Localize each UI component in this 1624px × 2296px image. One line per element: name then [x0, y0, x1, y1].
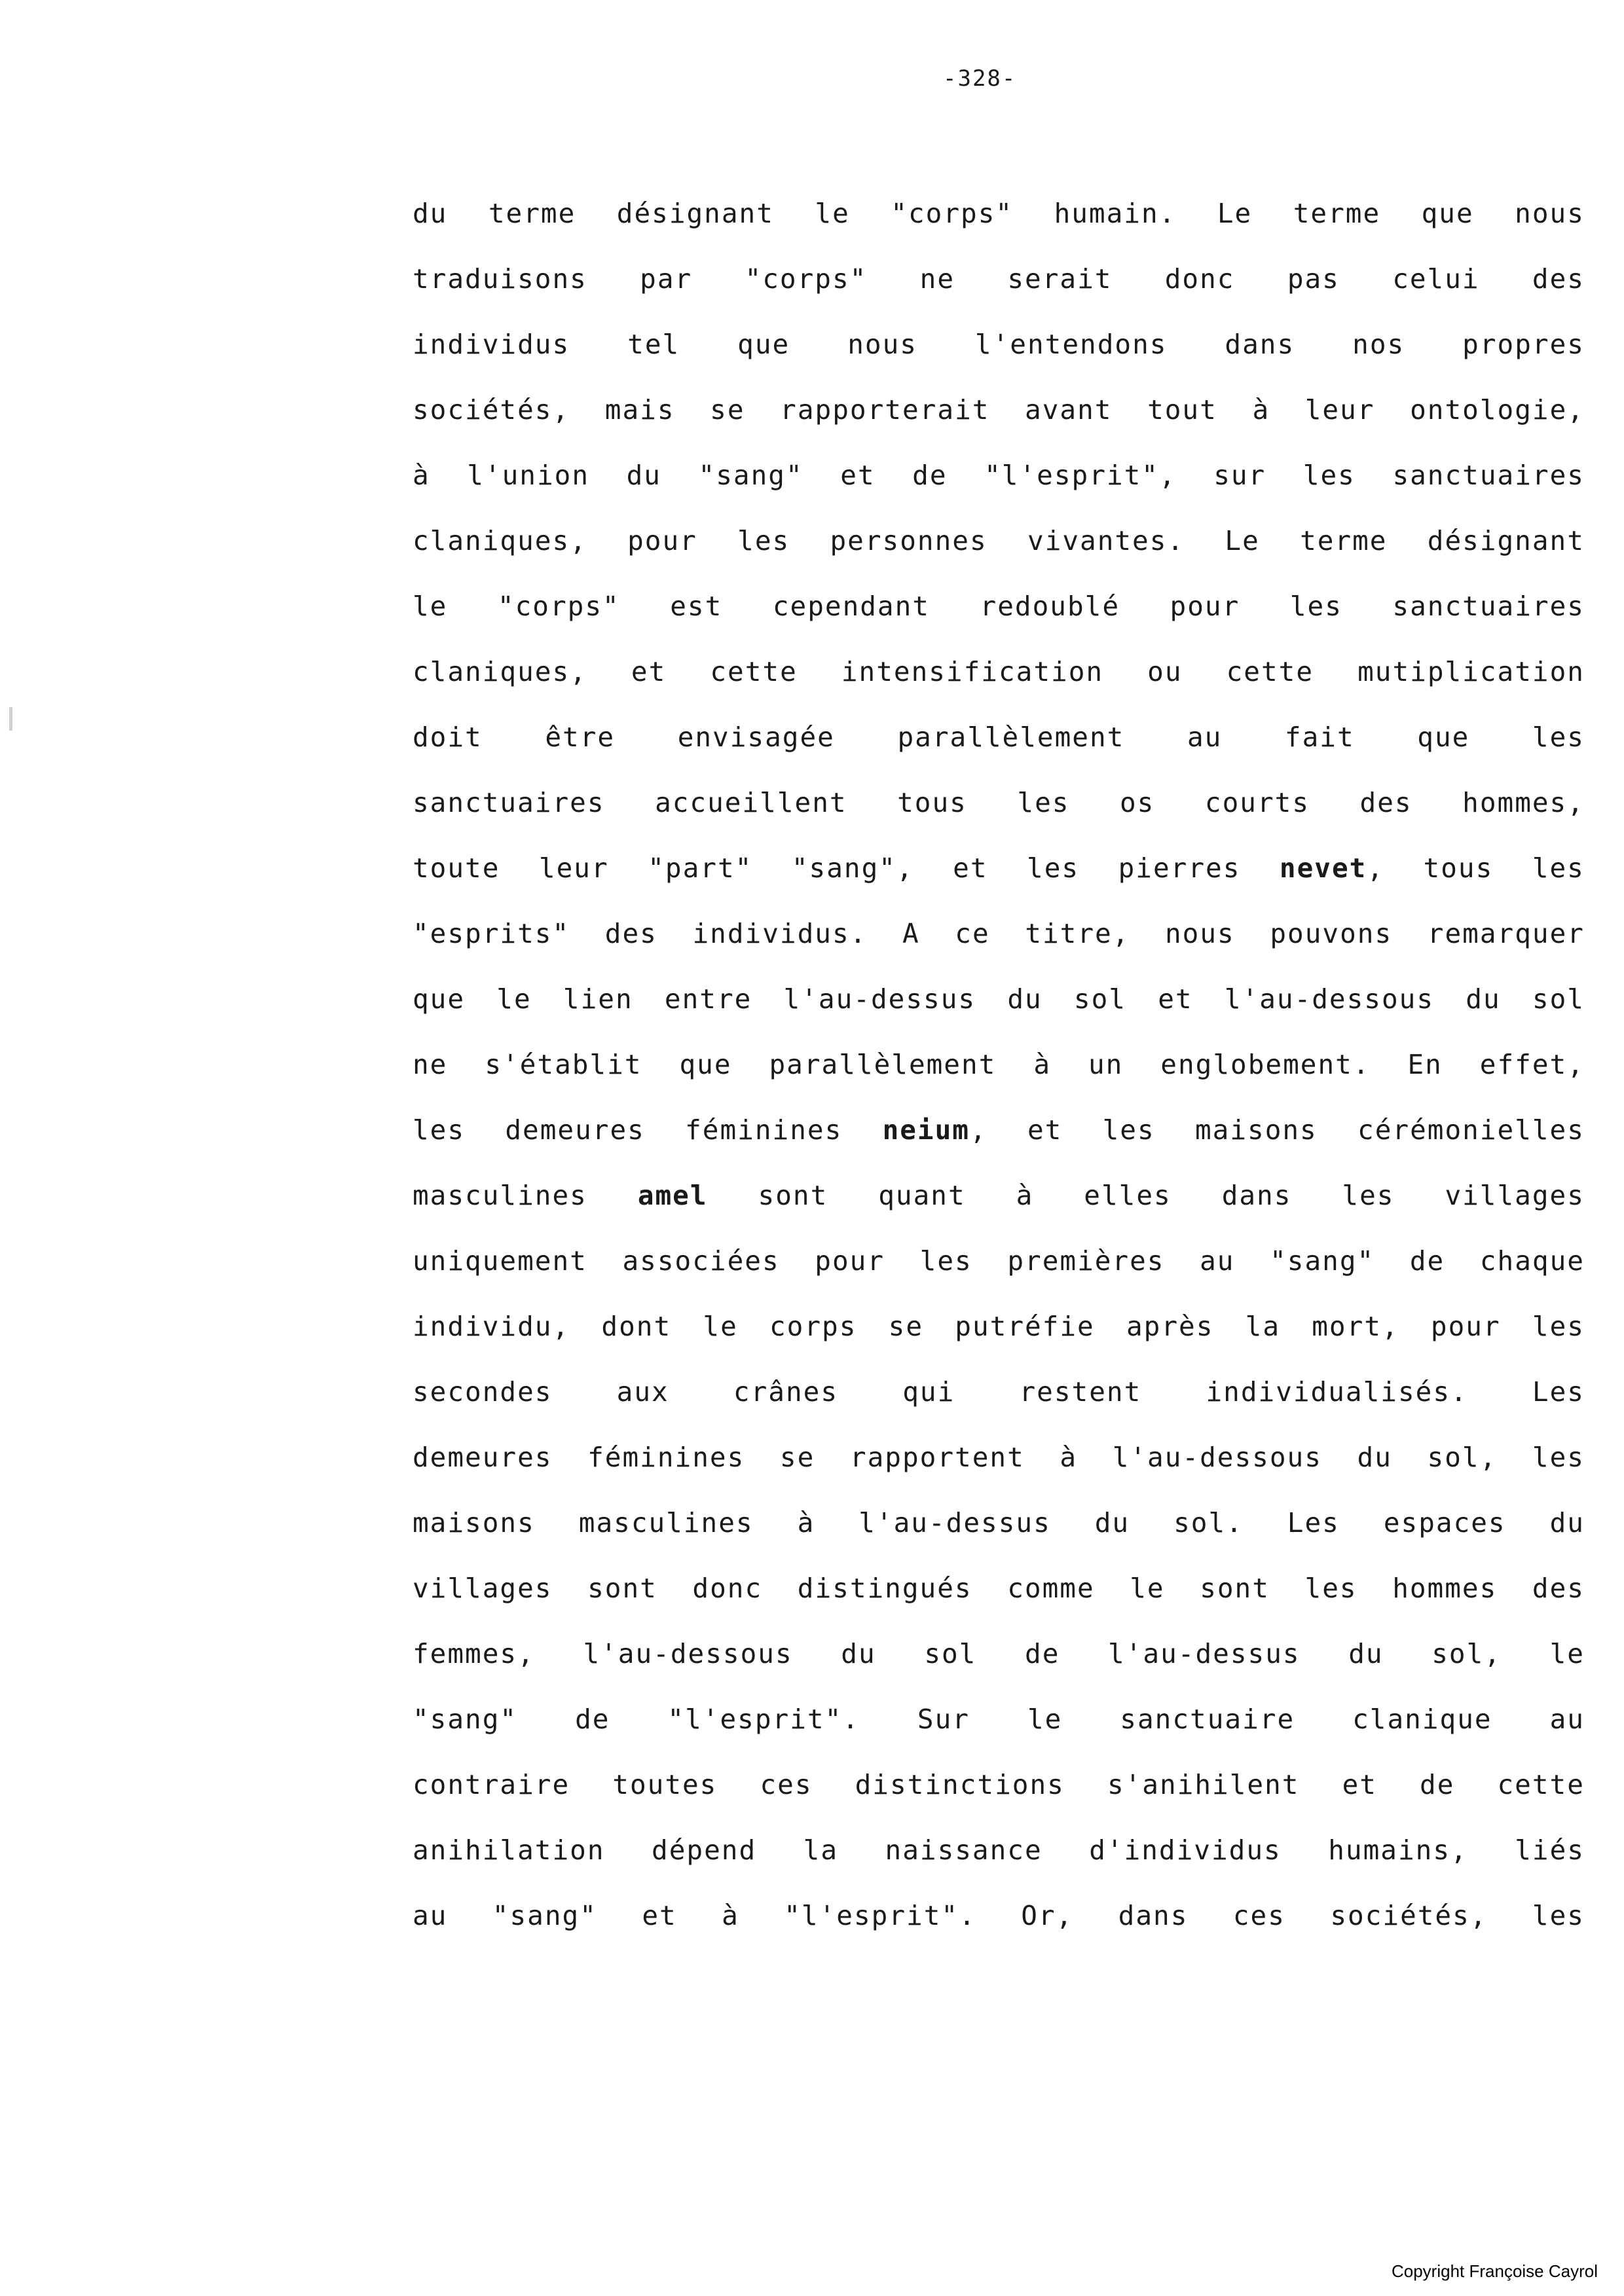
text-line [413, 704, 1585, 770]
text-line [413, 1556, 1585, 1621]
text-line [413, 835, 1585, 901]
word: hommes, [1462, 787, 1585, 818]
word: claniques, [413, 656, 587, 687]
word: cependant [772, 591, 930, 622]
word: pierres [1118, 852, 1241, 884]
word: de [912, 460, 948, 491]
word: terme [488, 198, 576, 229]
word: les [1027, 852, 1080, 884]
word: l'au-dessus [783, 983, 976, 1015]
word: aux [616, 1376, 669, 1408]
word: sol [1532, 983, 1585, 1015]
word: du [1357, 1442, 1392, 1473]
word: "esprits" [413, 918, 570, 949]
word: dans [1225, 329, 1295, 360]
word: envisagée [677, 721, 835, 753]
word: et [953, 852, 988, 884]
word: sont [758, 1180, 828, 1211]
word: premières [1007, 1245, 1165, 1277]
word: au [1200, 1245, 1235, 1277]
word: Le [1225, 525, 1260, 556]
word: toutes [612, 1769, 718, 1800]
word: naissance [885, 1834, 1043, 1866]
word: pour [1430, 1311, 1501, 1342]
word: les [1532, 852, 1585, 884]
word: pouvons [1270, 918, 1393, 949]
word: englobement. [1160, 1049, 1371, 1080]
word: qui [902, 1376, 955, 1408]
word: à [1016, 1180, 1034, 1211]
word: toute [413, 852, 500, 884]
text-line [413, 508, 1585, 574]
word: par [640, 263, 693, 295]
word: pour [815, 1245, 885, 1277]
word: les [1302, 460, 1356, 491]
word: "part" [648, 852, 753, 884]
word: désignant [1427, 525, 1585, 556]
word: le [1130, 1573, 1165, 1604]
word: sanctuaires [1392, 591, 1585, 622]
word: ces [1232, 1900, 1285, 1931]
word: leur [538, 852, 609, 884]
word: avant [1025, 394, 1113, 426]
word: cérémonielles [1357, 1114, 1585, 1146]
word: clanique [1352, 1704, 1492, 1735]
word: masculines [578, 1507, 754, 1539]
word: le [1549, 1638, 1585, 1669]
word: individu, [413, 1311, 570, 1342]
word: comme [1007, 1573, 1095, 1604]
word: se [710, 394, 745, 426]
text-line [413, 1032, 1585, 1097]
word: l'au-dessous [1112, 1442, 1322, 1473]
word: "l'esprit", [984, 460, 1177, 491]
word: "corps" [497, 591, 620, 622]
word: leur [1304, 394, 1375, 426]
word: du [841, 1638, 876, 1669]
word: que [737, 329, 790, 360]
word: propres [1462, 329, 1585, 360]
word: nous [1515, 198, 1585, 229]
text-line [413, 1359, 1585, 1425]
punctuation: , [1367, 852, 1385, 884]
word: courts [1204, 787, 1310, 818]
word: redoublé [980, 591, 1120, 622]
word: se [779, 1442, 815, 1473]
word: les [919, 1245, 972, 1277]
word: crânes [733, 1376, 839, 1408]
text-line [413, 1097, 1585, 1163]
word: le [815, 198, 850, 229]
word: humain. [1054, 198, 1177, 229]
word: doit [413, 721, 483, 753]
word: est [670, 591, 723, 622]
word: "sang" [1270, 1245, 1375, 1277]
word: Sur [917, 1704, 970, 1735]
word: parallèlement [897, 721, 1125, 753]
text-line [413, 770, 1585, 835]
word: individus. [692, 918, 868, 949]
word: au [413, 1900, 448, 1931]
word: au [1549, 1704, 1585, 1735]
word: espaces [1383, 1507, 1506, 1539]
word: Or, [1021, 1900, 1074, 1931]
word: l'au-dessous [1224, 983, 1435, 1015]
word: mort, [1312, 1311, 1399, 1342]
word: que [1421, 198, 1474, 229]
page-number: -328- [943, 65, 1017, 92]
word: s'établit [485, 1049, 642, 1080]
word: anihilation [413, 1834, 605, 1866]
word: et [1342, 1769, 1377, 1800]
word: Les [1287, 1507, 1340, 1539]
word: "sang" [698, 460, 803, 491]
word: villages [413, 1573, 553, 1604]
word: accueillent [655, 787, 847, 818]
word: vivantes. [1027, 525, 1185, 556]
word: sanctuaire [1120, 1704, 1295, 1735]
word: d'individus [1089, 1834, 1282, 1866]
word: et [642, 1900, 677, 1931]
word: sociétés, [1330, 1900, 1488, 1931]
text-line [413, 1228, 1585, 1294]
word: sanctuaires [1392, 460, 1585, 491]
word: du [1007, 983, 1043, 1015]
word: des [1532, 263, 1585, 295]
word: celui [1392, 263, 1480, 295]
text-line [413, 1752, 1585, 1817]
word: nous [1165, 918, 1235, 949]
copyright-notice: Copyright Françoise Cayrol [1391, 2261, 1598, 2281]
text-line [413, 1817, 1585, 1883]
word: "sang", [791, 852, 914, 884]
word: de [575, 1704, 610, 1735]
word: de [1420, 1769, 1455, 1800]
word: effet, [1479, 1049, 1585, 1080]
word: sol, [1431, 1638, 1502, 1669]
word: cette [1497, 1769, 1585, 1800]
word: humains, [1328, 1834, 1468, 1866]
word: mais [604, 394, 675, 426]
word: les [1342, 1180, 1395, 1211]
word: pour [1170, 591, 1240, 622]
word: ces [760, 1769, 813, 1800]
word: se [888, 1311, 924, 1342]
word: pas [1287, 263, 1340, 295]
word: sol [924, 1638, 977, 1669]
word: sont [587, 1573, 657, 1604]
text-line [413, 1621, 1585, 1686]
word: "l'esprit". [667, 1704, 860, 1735]
word: les [1532, 1311, 1585, 1342]
word: à [1033, 1049, 1052, 1080]
word: du [1348, 1638, 1384, 1669]
word: dans [1118, 1900, 1189, 1931]
word: l'au-dessous [583, 1638, 793, 1669]
word: donc [692, 1573, 763, 1604]
word: elles [1084, 1180, 1172, 1211]
word: et [840, 460, 876, 491]
text-line [413, 901, 1585, 966]
word: à [1252, 394, 1270, 426]
word: les [1304, 1573, 1357, 1604]
word: chaque [1479, 1245, 1585, 1277]
word: villages [1445, 1180, 1585, 1211]
word: serait [1007, 263, 1113, 295]
text-line [413, 443, 1585, 508]
word: corps [769, 1311, 857, 1342]
word: "corps" [745, 263, 868, 295]
word: à [797, 1507, 815, 1539]
word: putréfie [955, 1311, 1095, 1342]
word: restent [1019, 1376, 1142, 1408]
word: du [626, 460, 661, 491]
text-line [413, 1425, 1585, 1490]
word: le [1027, 1704, 1063, 1735]
word: les [413, 1114, 466, 1146]
word: quant [878, 1180, 966, 1211]
word: "sang" [492, 1900, 597, 1931]
word: ontologie, [1410, 394, 1585, 426]
scan-mark [9, 707, 12, 731]
text-line [413, 246, 1585, 312]
word: à [722, 1900, 739, 1931]
word: distinctions [855, 1769, 1065, 1800]
word: terme [1293, 198, 1381, 229]
word: contraire [413, 1769, 570, 1800]
word: A [902, 918, 920, 949]
text-line [413, 1883, 1585, 1948]
bold-term: nevet [1279, 852, 1367, 884]
word: mutiplication [1357, 656, 1585, 687]
word: sol, [1427, 1442, 1498, 1473]
word: "l'esprit". [784, 1900, 976, 1931]
word: s'anihilent [1107, 1769, 1300, 1800]
word: pour [627, 525, 697, 556]
word: l'union [467, 460, 590, 491]
word: dépend [652, 1834, 757, 1866]
word: sociétés, [413, 394, 570, 426]
word: un [1088, 1049, 1124, 1080]
word: désignant [616, 198, 774, 229]
word: féminines [587, 1442, 745, 1473]
word: Les [1532, 1376, 1585, 1408]
word: du [413, 198, 448, 229]
word: des [604, 918, 657, 949]
word: au [1187, 721, 1223, 753]
word: et [1027, 1114, 1063, 1146]
word: distingués [797, 1573, 972, 1604]
word: du [1549, 1507, 1585, 1539]
text-line [413, 312, 1585, 377]
text-line [413, 1686, 1585, 1752]
word: l'au-dessus [858, 1507, 1051, 1539]
word: personnes [830, 525, 987, 556]
word: sur [1213, 460, 1266, 491]
word: parallèlement [769, 1049, 997, 1080]
word: féminines [685, 1114, 843, 1146]
word: individus [413, 329, 570, 360]
word: être [545, 721, 616, 753]
word: "corps" [891, 198, 1014, 229]
word: En [1407, 1049, 1443, 1080]
word: sol. [1173, 1507, 1244, 1539]
text-line [413, 181, 1585, 246]
word: le [703, 1311, 738, 1342]
word: après [1126, 1311, 1214, 1342]
word: de [1409, 1245, 1445, 1277]
emphasized-term [638, 1180, 708, 1211]
word: cette [710, 656, 798, 687]
text-line [413, 639, 1585, 704]
word: lien [563, 983, 633, 1015]
word: fait [1284, 721, 1355, 753]
word: titre, [1025, 918, 1130, 949]
word: tous [1423, 852, 1494, 884]
word: cette [1226, 656, 1314, 687]
word: ce [955, 918, 990, 949]
word: dont [601, 1311, 672, 1342]
word: et [1158, 983, 1193, 1015]
word: maisons [1194, 1114, 1318, 1146]
word: hommes [1392, 1573, 1498, 1604]
word: liés [1515, 1834, 1585, 1866]
word: ou [1147, 656, 1183, 687]
word: intensification [841, 656, 1104, 687]
text-line [413, 1294, 1585, 1359]
word: masculines [413, 1180, 587, 1211]
word: dans [1221, 1180, 1292, 1211]
word: rapportent [849, 1442, 1025, 1473]
word: les [737, 525, 790, 556]
emphasized-term [883, 1114, 987, 1146]
word: les [1102, 1114, 1155, 1146]
word: sol [1073, 983, 1126, 1015]
word: rapporterait [780, 394, 990, 426]
word: os [1120, 787, 1155, 818]
word: sanctuaires [413, 787, 605, 818]
word: le [413, 591, 448, 622]
word: remarquer [1427, 918, 1585, 949]
word: la [1245, 1311, 1281, 1342]
word: donc [1164, 263, 1235, 295]
word: terme [1300, 525, 1388, 556]
word: des [1532, 1573, 1585, 1604]
word: demeures [505, 1114, 645, 1146]
word: les [1532, 721, 1585, 753]
emphasized-term [1280, 852, 1384, 884]
word: les [1532, 1442, 1585, 1473]
word: les [1289, 591, 1342, 622]
word: uniquement [413, 1245, 587, 1277]
word: le [496, 983, 532, 1015]
word: que [1417, 721, 1470, 753]
word: tout [1147, 394, 1217, 426]
word: associées [622, 1245, 780, 1277]
word: ne [919, 263, 955, 295]
word: que [413, 983, 466, 1015]
word: sont [1200, 1573, 1270, 1604]
text-line [413, 377, 1585, 443]
word: "sang" [413, 1704, 518, 1735]
word: l'entendons [974, 329, 1168, 360]
text-line [413, 1163, 1585, 1228]
punctuation: , [969, 1114, 987, 1146]
word: claniques, [413, 525, 587, 556]
word: secondes [413, 1376, 553, 1408]
text-line [413, 574, 1585, 639]
word: demeures [413, 1442, 553, 1473]
word: entre [664, 983, 752, 1015]
word: des [1359, 787, 1412, 818]
word: femmes, [413, 1638, 535, 1669]
body-text [413, 181, 1585, 1948]
word: et [631, 656, 667, 687]
word: Le [1217, 198, 1253, 229]
word: à [1060, 1442, 1078, 1473]
word: ne [413, 1049, 448, 1080]
bold-term: amel [637, 1180, 708, 1211]
word: du [1466, 983, 1501, 1015]
word: individualisés. [1206, 1376, 1468, 1408]
bold-term: neium [882, 1114, 970, 1146]
word: la [803, 1834, 839, 1866]
word: du [1094, 1507, 1130, 1539]
word: à [413, 460, 430, 491]
word: de [1025, 1638, 1060, 1669]
word: maisons [413, 1507, 535, 1539]
word: tous [897, 787, 967, 818]
word: les [1017, 787, 1070, 818]
word: traduisons [413, 263, 587, 295]
text-line [413, 966, 1585, 1032]
word: nous [847, 329, 917, 360]
word: tel [627, 329, 680, 360]
text-line [413, 1490, 1585, 1556]
word: nos [1352, 329, 1405, 360]
word: les [1532, 1900, 1585, 1931]
word: l'au-dessus [1108, 1638, 1301, 1669]
word: que [679, 1049, 732, 1080]
